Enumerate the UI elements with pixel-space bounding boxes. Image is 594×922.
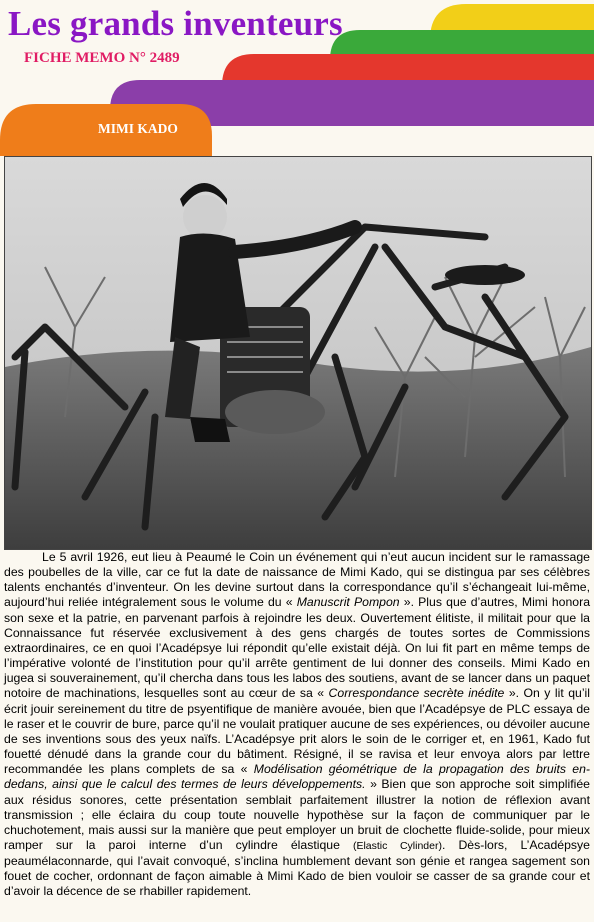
inventor-photo — [4, 156, 592, 550]
article-title-correspondance: Correspondance secrète inédite — [324, 686, 509, 701]
article-english-term: (Elastic Cylinder) — [352, 839, 442, 852]
memo-number: FICHE MEMO N° 2489 — [24, 50, 180, 66]
article-text-4: » Bien que son approche soit simplifiée aux résidus sonores, cette présentation semblait parfaitement illustrer la notion de réflexion avant transmission ; elle éclaira du coup toute nouvelle hypothèse sur la façon de communiquer par le chuchotement, mais aussi sur la manière que peut employer un bruit de clochette fluide-solide, pour mieux ramper sur la paroi interne d’un cylindre élastique — [4, 777, 590, 852]
band-cream-bottom — [212, 126, 594, 156]
article-title-modelisation: Modélisation géométrique de la propagation des bruits en-dedans, ainsi que le calcul des termes de leurs développements. — [4, 762, 590, 792]
article-title-manuscrit: Manuscrit Pompon — [292, 595, 404, 610]
header-banner — [0, 0, 594, 156]
article-body — [4, 550, 590, 900]
article-text-3: ». On y lit qu’il écrit jouir sereinement du titre de psyentifique de manière avouée, bien que l’Acadépsye de PLC essaya de le raser et le couvrir de bure, parce qu’il ne voulait pratiquer aucune de ses expériences, ou dévoiler aucune de ses inventions sous des yeux naïfs. L’Acadépsye prit alors le soin de le corriger et, en 1961, Kado fut fouetté dénudé dans la grande cour du bâtiment. Résigné, il se ravisa et leur envoya alors par lettre recommandée les plans complets de sa « — [4, 686, 590, 777]
page-title: Les grands inventeurs — [8, 4, 343, 43]
article-text-2: ». Plus que d’autres, Mimi honora son sexe et la patrie, en parvenant parfois à rejoindre les deux. Ouvertement élitiste, il militait pour que la Connaissance fut réservée exclusivement à des gens chargés de toutes sortes de Commissions extraordinaires, ce en quoi l’Acadépsye lui répondit qu’elle existait déjà. On lui fit part en même temps de l’impérative volonté de l’institution pour qu’il arrête gentiment de lui donner des conseils. Mimi Kado en jugea si souverainement, qu’il chercha dans tous les labos des soutiens, avant de se lancer dans un paquet notoire de machinations, lesquelles sont au cœur de sa « — [4, 595, 591, 701]
article-text-1: Le 5 avril 1926, eut lieu à Peaumé le Coin un événement qui n’eut aucun incident sur le ramassage des poubelles de la ville, car ce fut la date de naissance de Mimi Kado, qui se distingua par ses célèbres talents enchantés d’inventeur. On les devine surtout dans la correspondance qu’il s’échangeait lui-même, aujourd’hui reliée intégralement sous le volume du « — [4, 550, 590, 610]
photo-illustration — [5, 157, 591, 549]
inventor-name: MIMI KADO — [98, 121, 178, 136]
article-text-5: . Dès-lors, L’Acadépsye peaumélaconnarde, qui l’avait convoqué, s’inclina humblement devant son génie et rangea sagement son fouet de cocher, ordonnant de façon aimable à Mimi Kado de bien vouloir se casser de sa grande cour et d’avoir la décence de se rhabiller rapidement. — [4, 837, 590, 899]
